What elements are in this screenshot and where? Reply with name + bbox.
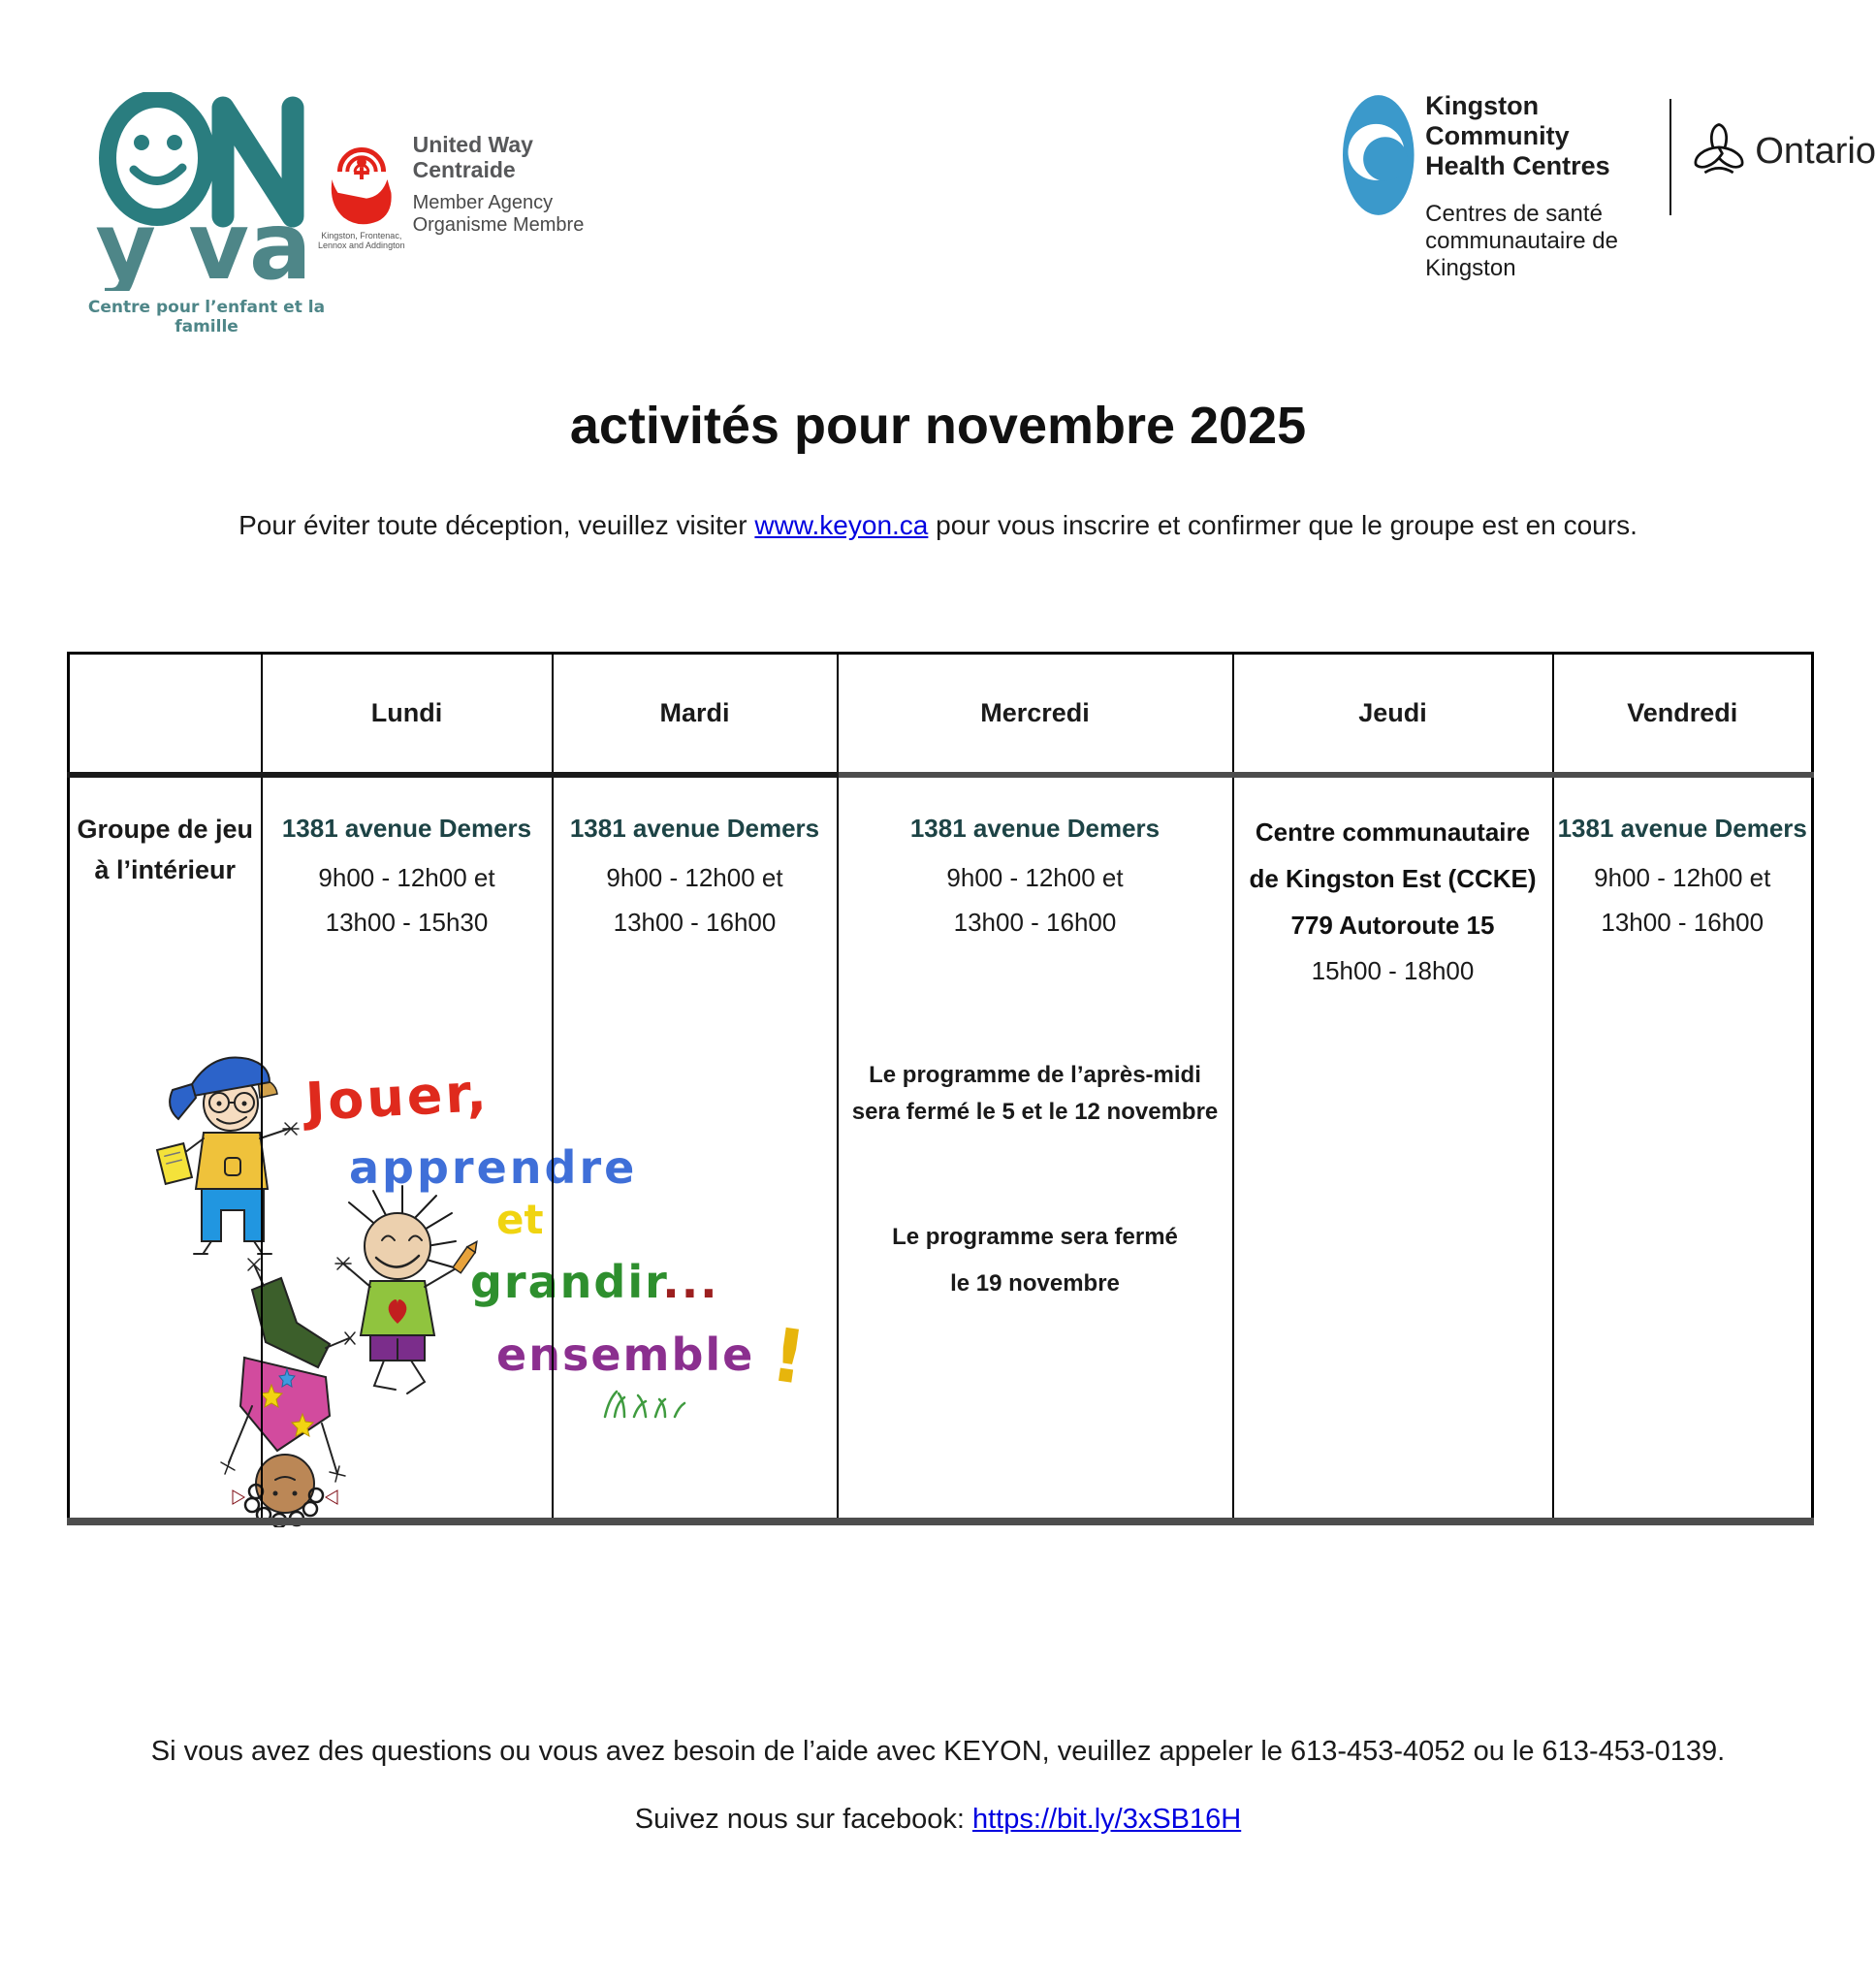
footer-help-text: Si vous avez des questions ou vous avez besoin de l’aide avec KEYON, veuillez appeler le 613-453-4052 ou le 613-453-0139. — [150, 1736, 1726, 1767]
onyva-yva-text: y va — [95, 192, 312, 291]
clipart-word-et: et — [496, 1196, 544, 1243]
mardi-location: 1381 avenue Demers — [569, 814, 820, 843]
clipart-word-ensemble: ensemble ! — [496, 1310, 814, 1402]
col-header-mercredi: Mercredi — [838, 654, 1233, 776]
unitedway-icon — [326, 124, 397, 229]
vendredi-location: 1381 avenue Demers — [1557, 814, 1807, 843]
mercredi-location: 1381 avenue Demers — [909, 814, 1161, 843]
unitedway-logo — [318, 124, 584, 250]
table-row — [69, 775, 1813, 1522]
mercredi-time-2: 13h00 - 16h00 — [953, 908, 1117, 937]
onyva-tagline: Centre pour l’enfant et la famille — [87, 298, 326, 336]
mardi-time-2: 13h00 - 16h00 — [613, 908, 777, 937]
kchc-icon — [1343, 78, 1415, 233]
unitedway-wordmark: United Way Centraide Member Agency Organisme Membre — [412, 132, 585, 236]
cell-row-label: Groupe de jeu à l’intérieur — [69, 775, 262, 1522]
logo-divider — [1669, 99, 1671, 215]
lundi-time-1: 9h00 - 12h00 et — [318, 863, 495, 892]
cell-mardi — [553, 775, 838, 1522]
clipart-word-apprendre: apprendre — [349, 1141, 638, 1194]
col-header-lundi: Lundi — [262, 654, 553, 776]
clipart-word-jouer: Jouer, — [303, 1062, 491, 1133]
keyon-link[interactable]: www.keyon.ca — [754, 510, 929, 540]
jeudi-location-3: 779 Autoroute 15 — [1290, 911, 1495, 940]
partner-logos — [1343, 78, 1876, 282]
col-header-mardi: Mardi — [553, 654, 838, 776]
col-header-jeudi: Jeudi — [1233, 654, 1553, 776]
onyva-logo — [85, 92, 328, 336]
intro-text: Pour éviter toute déception, veuillez visiter www.keyon.ca pour vous inscrire et confirmer que le groupe est en cours. — [238, 510, 1638, 540]
cell-vendredi — [1553, 775, 1813, 1522]
vendredi-time-2: 13h00 - 16h00 — [1601, 908, 1765, 937]
mercredi-closure-note-1: Le programme de l’après-midi sera fermé le 5 et le 12 novembre — [851, 1062, 1219, 1125]
ontario-label: Ontario — [1755, 130, 1876, 172]
jeudi-time-1: 15h00 - 18h00 — [1311, 956, 1475, 985]
mercredi-time-1: 9h00 - 12h00 et — [946, 863, 1124, 892]
col-header-empty — [69, 654, 262, 776]
footer-facebook-text: Suivez nous sur facebook: https://bit.ly/3xSB16H — [634, 1804, 1242, 1835]
trillium-icon — [1687, 116, 1751, 186]
clipart-word-grandir: grandir... — [470, 1256, 719, 1308]
clipart-exclamation: ! — [766, 1310, 814, 1402]
kchc-wordmark: Kingston Community Health Centres Centres de santé communautaire de Kingston — [1425, 91, 1618, 281]
jeudi-location-2: de Kingston Est (CCKE) — [1249, 864, 1537, 893]
lundi-location: 1381 avenue Demers — [281, 814, 532, 843]
clipart-ellipsis: ... — [662, 1256, 719, 1308]
facebook-link[interactable]: https://bit.ly/3xSB16H — [971, 1804, 1242, 1835]
page-title: activités pour novembre 2025 — [569, 397, 1307, 456]
cell-lundi — [262, 775, 553, 1522]
header-row — [69, 654, 1813, 776]
schedule-table — [67, 652, 1814, 1525]
cell-mercredi — [838, 775, 1233, 1522]
vendredi-time-1: 9h00 - 12h00 et — [1594, 863, 1771, 892]
unitedway-region-text: Kingston, Frontenac, Lennox and Addington — [318, 231, 405, 250]
mardi-time-1: 9h00 - 12h00 et — [606, 863, 783, 892]
ontario-logo — [1687, 116, 1876, 186]
mercredi-closure-note-2: Le programme sera fermé le 19 novembre — [892, 1224, 1178, 1297]
onyva-logo-icon — [85, 92, 323, 291]
lundi-time-2: 13h00 - 15h30 — [325, 908, 489, 937]
col-header-vendredi: Vendredi — [1553, 654, 1813, 776]
jeudi-location-1: Centre communautaire — [1255, 817, 1531, 847]
cell-jeudi — [1233, 775, 1553, 1522]
